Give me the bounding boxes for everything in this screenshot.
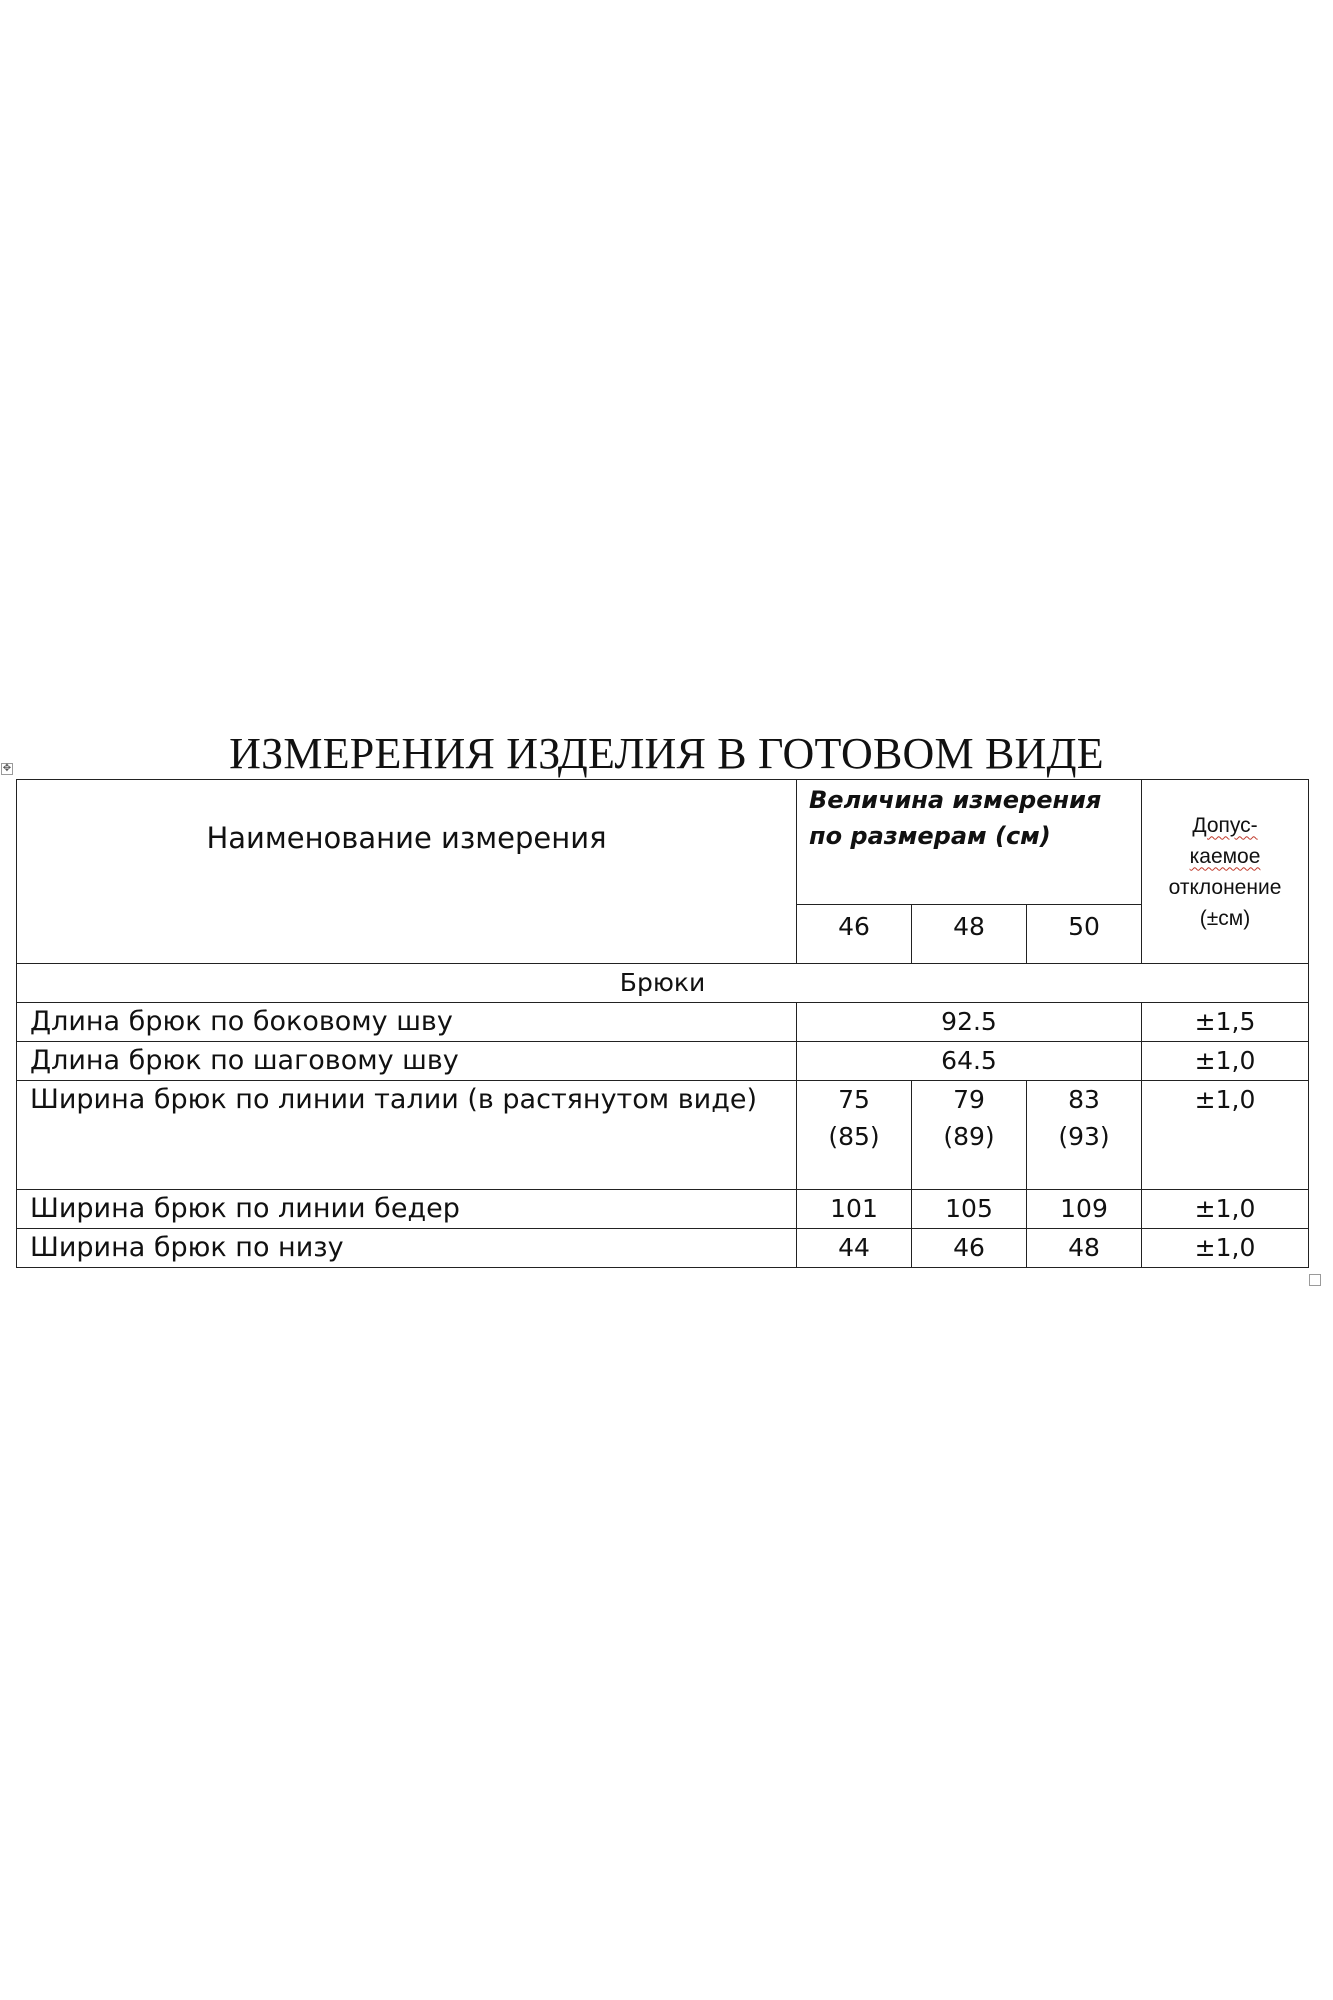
row-name: Ширина брюк по линии бедер bbox=[17, 1190, 797, 1229]
row-value-50: 109 bbox=[1027, 1190, 1142, 1229]
section-label: Брюки bbox=[17, 964, 1309, 1003]
row-value-46: 101 bbox=[797, 1190, 912, 1229]
row-name: Ширина брюк по линии талии (в растянутом виде) bbox=[17, 1081, 797, 1190]
row-tolerance: ±1,0 bbox=[1142, 1081, 1309, 1190]
table-row bbox=[17, 1081, 1309, 1190]
row-value-48 bbox=[912, 1081, 1027, 1190]
value-stretched: (85) bbox=[828, 1122, 880, 1151]
row-value-50: 48 bbox=[1027, 1229, 1142, 1268]
tolerance-label-line2: каемое bbox=[1189, 844, 1261, 868]
value-main: 79 bbox=[953, 1085, 985, 1114]
measurements-table bbox=[16, 779, 1309, 1268]
row-value-48: 46 bbox=[912, 1229, 1027, 1268]
header-size-50: 50 bbox=[1027, 905, 1142, 964]
table-row bbox=[17, 1190, 1309, 1229]
row-tolerance: ±1,0 bbox=[1142, 1042, 1309, 1081]
table-row bbox=[17, 1003, 1309, 1042]
tolerance-label-line3: отклонение bbox=[1168, 875, 1282, 899]
value-stretched: (93) bbox=[1058, 1122, 1110, 1151]
table-move-handle-icon[interactable]: ✥ bbox=[2, 763, 12, 774]
row-value-46 bbox=[797, 1081, 912, 1190]
value-main: 75 bbox=[838, 1085, 870, 1114]
header-size-48: 48 bbox=[912, 905, 1027, 964]
table-resize-handle-icon[interactable] bbox=[1309, 1274, 1321, 1286]
header-tolerance bbox=[1142, 780, 1309, 964]
row-name: Длина брюк по боковому шву bbox=[17, 1003, 797, 1042]
document-title: ИЗМЕРЕНИЯ ИЗДЕЛИЯ В ГОТОВОМ ВИДЕ bbox=[229, 729, 1104, 778]
row-merged-value: 64.5 bbox=[797, 1042, 1142, 1081]
row-value-50 bbox=[1027, 1081, 1142, 1190]
row-tolerance: ±1,0 bbox=[1142, 1229, 1309, 1268]
header-measurement-name: Наименование измерения bbox=[17, 780, 797, 964]
row-value-46: 44 bbox=[797, 1229, 912, 1268]
header-size-46: 46 bbox=[797, 905, 912, 964]
row-name: Ширина брюк по низу bbox=[17, 1229, 797, 1268]
value-main: 83 bbox=[1068, 1085, 1100, 1114]
tolerance-label-line4: (±см) bbox=[1199, 906, 1251, 930]
row-merged-value: 92.5 bbox=[797, 1003, 1142, 1042]
row-tolerance: ±1,5 bbox=[1142, 1003, 1309, 1042]
table-row bbox=[17, 1042, 1309, 1081]
row-name: Длина брюк по шаговому шву bbox=[17, 1042, 797, 1081]
row-tolerance: ±1,0 bbox=[1142, 1190, 1309, 1229]
table-row bbox=[17, 1229, 1309, 1268]
row-value-48: 105 bbox=[912, 1190, 1027, 1229]
header-size-group: Величина измерения по размерам (см) bbox=[797, 780, 1142, 905]
value-stretched: (89) bbox=[943, 1122, 995, 1151]
tolerance-label-line1: Допус- bbox=[1192, 813, 1258, 837]
